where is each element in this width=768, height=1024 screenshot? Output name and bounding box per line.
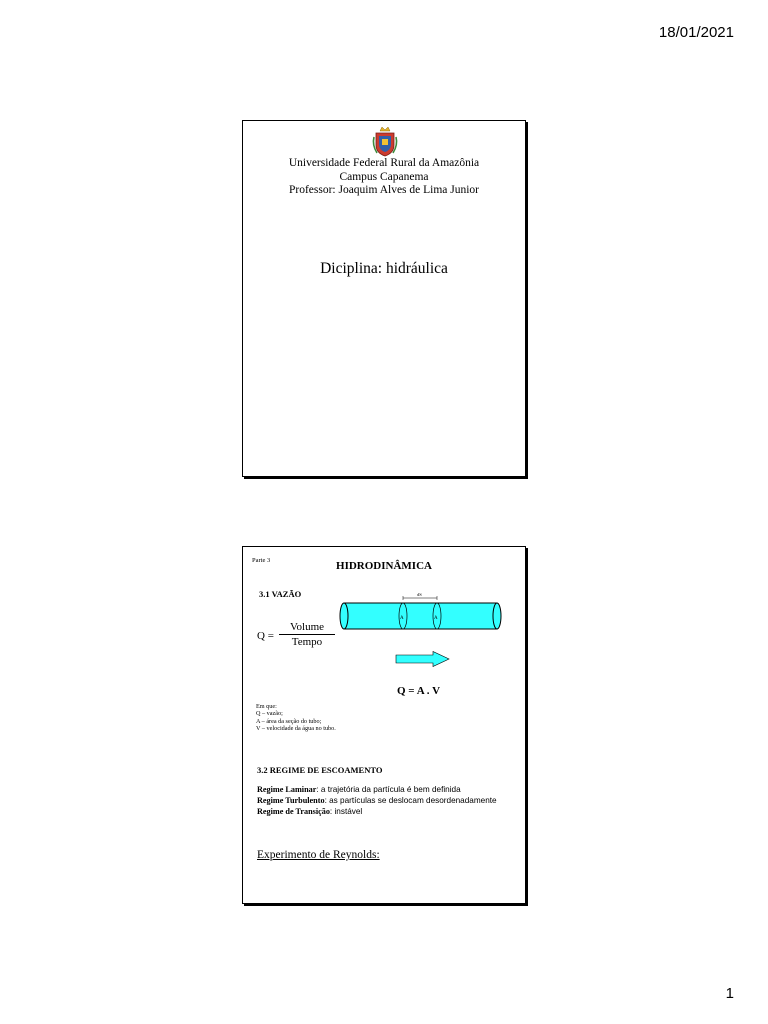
pipe-body [344,603,497,629]
regime-desc: : a trajetória da partícula é bem definida [316,785,461,794]
section-title-flow: 3.1 VAZÃO [259,589,302,599]
regime-name: Regime Turbulento [257,796,325,805]
slide-title-page [242,120,526,477]
regime-item [257,795,519,806]
variable-legend [256,703,336,733]
regime-name: Regime Laminar [257,785,317,794]
pipe-left-end [340,603,348,629]
campus-name: Campus Capanema [339,170,429,183]
slide-hydrodynamics [242,546,526,904]
university-name: Universidade Federal Rural da Amazônia [288,157,480,169]
university-crest-icon [372,125,398,157]
regime-item [257,784,519,795]
regime-name: Regime de Transição [257,807,330,816]
flow-arrow-icon [395,651,451,667]
section-label-left: A [400,616,404,621]
legend-line: V – velocidade da água no tubo. [256,725,336,733]
reynolds-heading: Experimento de Reynolds: [257,849,380,861]
regime-item [257,806,519,817]
regime-list [257,784,519,817]
formula-lhs: Q = [257,630,274,642]
legend-line: Q – vazão; [256,710,283,718]
page-number: 1 [725,985,734,1002]
legend-line: A – área da seção do tubo; [256,717,322,725]
regime-desc: : instável [329,807,363,816]
regime-desc: : as partículas se deslocam desordenadamente [324,796,497,805]
flow-equation: Q = A . V [397,685,441,697]
part-label: Parte 3 [252,557,271,564]
course-title: Diciplina: hidráulica [320,260,448,277]
pipe-diagram [339,592,503,633]
formula-fraction [279,621,335,648]
pipe-right-end [493,603,501,629]
formula-numerator: Volume [279,621,335,635]
ds-label: dS [417,592,422,597]
section-title-regime: 3.2 REGIME DE ESCOAMENTO [257,765,383,775]
slide-title: HIDRODINÂMICA [336,560,432,572]
section-label-right: A [434,616,438,621]
print-date: 18/01/2021 [658,24,734,41]
legend-line: Em que: [256,703,277,710]
professor-name: Professor: Joaquim Alves de Lima Junior [288,184,480,196]
formula-denominator: Tempo [291,636,323,648]
